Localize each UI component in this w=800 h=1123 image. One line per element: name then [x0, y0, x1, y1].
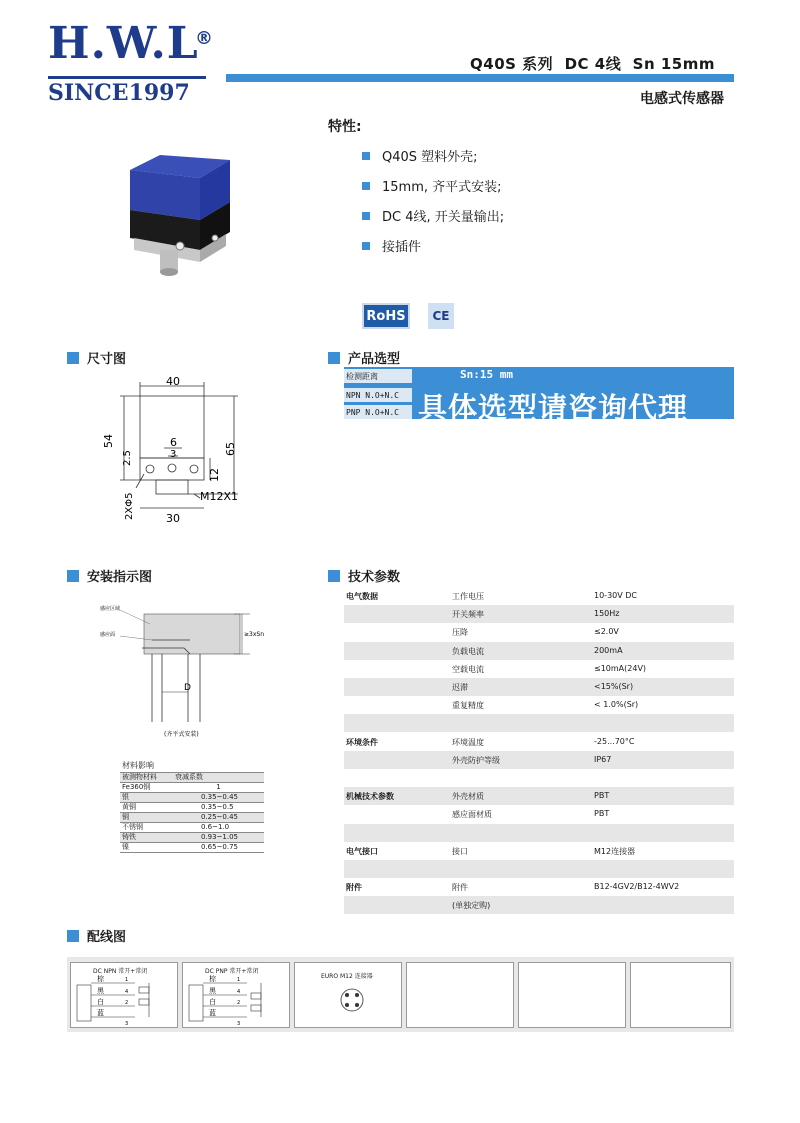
wiring-npn-title: DC NPN 常开+常闭 [93, 968, 148, 975]
tech-value: ≤2.0V [594, 627, 619, 637]
ce-badge: CE [428, 303, 454, 329]
tech-value: -25...70°C [594, 736, 635, 746]
tech-row [344, 605, 734, 623]
tech-row [344, 824, 734, 842]
tech-param: 开关频率 [452, 610, 484, 620]
tech-value: IP67 [594, 754, 612, 764]
tech-value: PBT [594, 791, 610, 801]
tech-value: 150Hz [594, 609, 620, 619]
wire-black-label: 黑 [209, 987, 216, 995]
dim-40: 40 [166, 375, 180, 388]
logo-divider [48, 76, 206, 79]
feature-item: Q40S 塑料外壳; [362, 146, 478, 165]
npn-circuit-diagram [75, 973, 175, 1027]
pin-label: 3 [237, 1021, 241, 1027]
tech-value: 200mA [594, 645, 623, 655]
feature-item: 15mm, 齐平式安装; [362, 176, 502, 195]
tech-param: 附件 [452, 883, 468, 893]
materials-table [120, 760, 264, 853]
features-title: 特性: [328, 119, 362, 135]
tech-param: 空载电流 [452, 664, 484, 674]
section-square-icon [67, 930, 79, 942]
m12-connector-icon [337, 985, 367, 1015]
tech-param: 迟滞 [452, 683, 468, 692]
material-factor: 0.35~0.45 [173, 792, 264, 802]
material-name: 铜 [120, 812, 173, 822]
section-square-icon [67, 352, 79, 364]
material-name: 铸铁 [120, 832, 173, 842]
tech-param: 接口 [452, 846, 468, 856]
tech-row [344, 842, 734, 860]
tech-value: <15%(Sr) [594, 682, 634, 691]
tech-row [344, 878, 734, 896]
wire-brown-label: 棕 [97, 975, 104, 983]
materials-col1: 被测物材料 [120, 772, 173, 782]
tech-param: 负载电流 [452, 646, 484, 656]
registered-mark: ® [195, 28, 213, 49]
sub-title: 电感式传感器 [640, 91, 724, 107]
tech-param: 环境温度 [452, 737, 484, 747]
logo: H.W.L [48, 18, 199, 69]
tech-value: 10-30V DC [594, 591, 638, 600]
section-wiring: 配线图 [67, 926, 126, 945]
tech-row [344, 642, 734, 660]
tech-param: 外壳防护等级 [452, 755, 500, 765]
wiring-empty-cell [518, 962, 626, 1028]
wire-black-label: 黑 [97, 987, 104, 995]
wire-white-label: 白 [97, 998, 104, 1006]
bullet-square-icon [362, 212, 370, 220]
selection-sn: Sn:15 mm [460, 368, 513, 381]
wire-blue-label: 蓝 [209, 1009, 216, 1017]
install-zone-label: 感应区域 [100, 606, 121, 612]
rohs-badge: RoHS [362, 303, 410, 329]
dim-12: 12 [208, 468, 221, 482]
tech-param: 压降 [452, 628, 468, 638]
selection-pnp-label: PNP N.O+N.C [344, 405, 412, 419]
material-factor: 0.6~1.0 [173, 822, 264, 832]
tech-row [344, 860, 734, 878]
tech-row [344, 787, 734, 805]
bullet-square-icon [362, 152, 370, 160]
install-face-label: 感应面 [100, 632, 116, 638]
pin-label: 1 [237, 977, 241, 983]
tech-row [344, 896, 734, 914]
install-gap-label: ≥3xSn [244, 631, 265, 638]
section-dimensions: 尺寸图 [67, 348, 126, 367]
wiring-npn [70, 962, 178, 1028]
feature-item: 接插件 [362, 236, 421, 255]
feature-item: DC 4线, 开关量输出; [362, 206, 504, 225]
pnp-circuit-diagram [187, 973, 287, 1027]
tech-row [344, 769, 734, 787]
material-name: 银 [120, 792, 173, 802]
materials-title: 材料影响 [120, 760, 264, 772]
wiring-euro [294, 962, 402, 1028]
tech-category: 环境条件 [346, 737, 378, 747]
tech-category: 电气数据 [346, 592, 378, 601]
material-name: 镍 [120, 842, 173, 852]
tech-row [344, 678, 734, 696]
material-factor: 1 [173, 782, 264, 792]
pin-label: 4 [125, 989, 129, 995]
dim-30: 30 [166, 512, 180, 525]
tech-row [344, 805, 734, 823]
wire-white-label: 白 [209, 998, 216, 1006]
tech-param: (单独定购) [452, 901, 491, 911]
tech-row [344, 751, 734, 769]
bullet-square-icon [362, 242, 370, 250]
pin-label: 2 [125, 1000, 129, 1006]
tech-param: 外壳材质 [452, 792, 484, 802]
tech-param: 感应面材质 [452, 810, 492, 820]
wiring-pnp [182, 962, 290, 1028]
tech-row [344, 660, 734, 678]
section-install: 安装指示图 [67, 566, 152, 585]
material-factor: 0.65~0.75 [173, 842, 264, 852]
selection-range-label: 检测距离 [344, 369, 412, 383]
header-bar [226, 74, 734, 82]
section-square-icon [67, 570, 79, 582]
sensor-product-image [120, 150, 250, 290]
tech-value: PBT [594, 809, 610, 819]
section-tech: 技术参数 [328, 566, 400, 585]
material-factor: 0.35~0.5 [173, 802, 264, 812]
tech-value: B12-4GV2/B12-4WV2 [594, 882, 680, 892]
tech-param: 重复精度 [452, 701, 484, 711]
pin-label: 1 [125, 977, 129, 983]
tech-row [344, 696, 734, 714]
tech-category: 附件 [346, 883, 362, 893]
dim-3: 3 [170, 449, 177, 460]
tech-param: 工作电压 [452, 592, 484, 601]
tech-row [344, 714, 734, 732]
dim-6: 6 [170, 436, 177, 449]
install-flush-label: (齐平式安装) [164, 731, 199, 738]
tech-value: ≤10mA(24V) [594, 663, 647, 673]
install-d-label: D [184, 683, 191, 693]
tech-row [344, 733, 734, 751]
wiring-empty-cell [630, 962, 731, 1028]
series-title: Q40S 系列 DC 4线 Sn 15mm [470, 55, 715, 73]
tech-value: < 1.0%(Sr) [594, 700, 639, 710]
pin-label: 3 [125, 1021, 129, 1027]
dim-65: 65 [224, 442, 237, 456]
dim-thread: M12X1 [200, 490, 239, 503]
wire-brown-label: 棕 [209, 975, 216, 983]
wiring-euro-title: EURO M12 连接器 [321, 973, 373, 980]
tech-category: 机械技术参数 [346, 792, 394, 802]
material-name: 不锈钢 [120, 822, 173, 832]
section-selection: 产品选型 [328, 348, 400, 367]
material-factor: 0.93~1.05 [173, 832, 264, 842]
tech-value: M12连接器 [594, 846, 636, 856]
wiring-pnp-title: DC PNP 常开+常闭 [205, 968, 259, 975]
install-diagram [100, 596, 270, 746]
material-name: 黄铜 [120, 802, 173, 812]
logo-since: SINCE1997 [48, 80, 190, 106]
selection-npn-label: NPN N.O+N.C [344, 388, 412, 402]
section-square-icon [328, 352, 340, 364]
material-name: Fe360钢 [120, 782, 173, 792]
wire-blue-label: 蓝 [97, 1009, 104, 1017]
wiring-empty-cell [406, 962, 514, 1028]
tech-row [344, 587, 734, 605]
dim-2-5: 2.5 [122, 450, 133, 466]
bullet-square-icon [362, 182, 370, 190]
tech-row [344, 623, 734, 641]
section-square-icon [328, 570, 340, 582]
materials-col2: 衰减系数 [173, 772, 264, 782]
material-factor: 0.25~0.45 [173, 812, 264, 822]
selection-consult-text: 具体选型请咨询代理 [418, 391, 689, 425]
dimension-drawing [100, 370, 270, 530]
dim-54: 54 [102, 434, 115, 448]
pin-label: 2 [237, 1000, 241, 1006]
pin-label: 4 [237, 989, 241, 995]
tech-category: 电气接口 [346, 846, 378, 856]
dim-hole: 2XΦ5 [124, 492, 135, 520]
